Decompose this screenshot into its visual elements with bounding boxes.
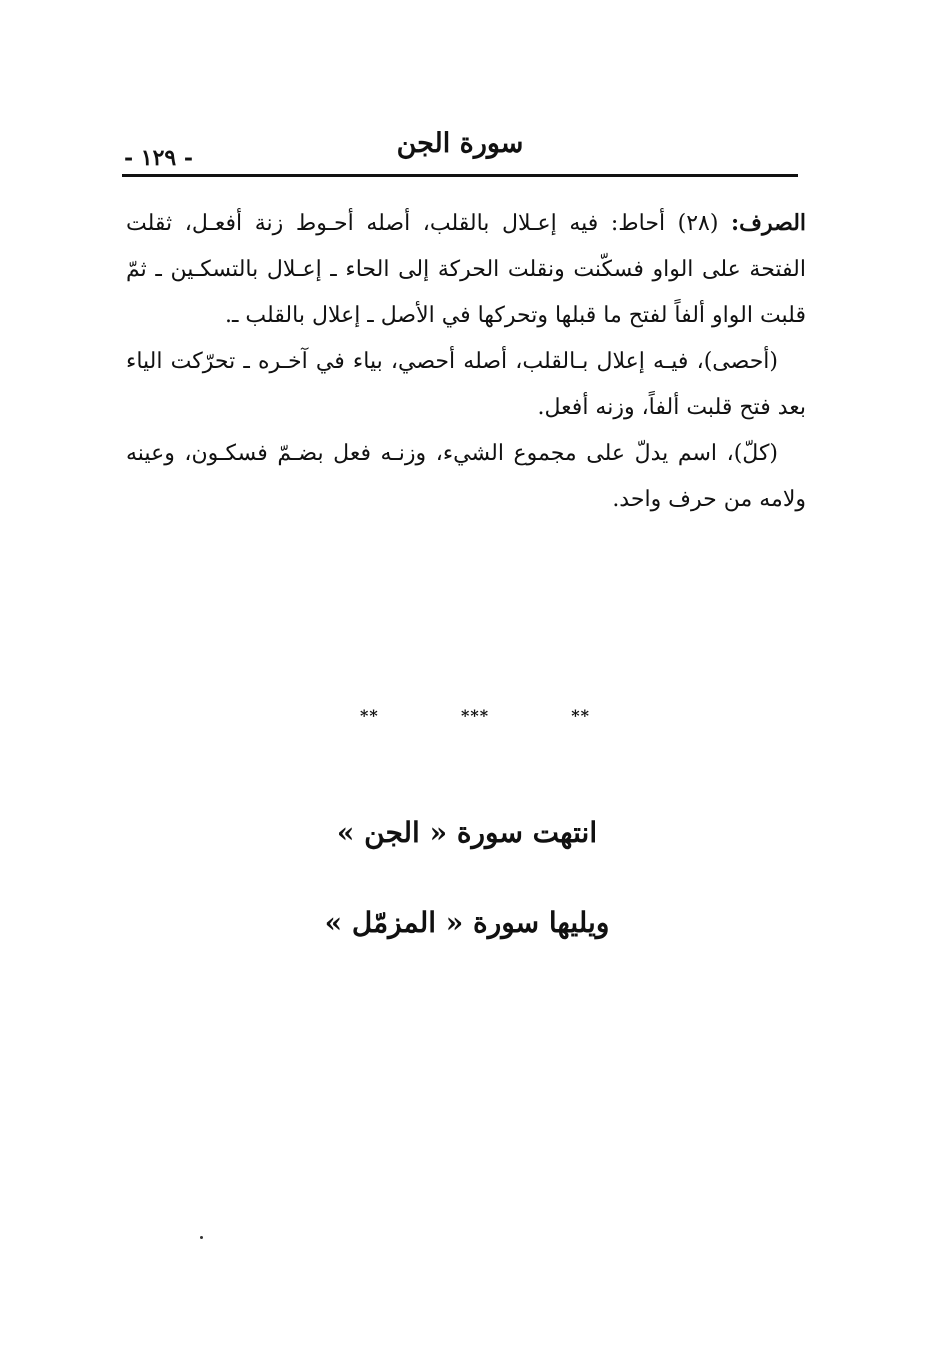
separator-stars: ** bbox=[360, 706, 379, 725]
surah-title: سورة الجن bbox=[396, 128, 524, 159]
print-speck bbox=[200, 1236, 203, 1239]
commentary-text bbox=[126, 200, 806, 523]
surah-end-note: انتهت سورة « الجن » bbox=[336, 816, 598, 849]
section-separator bbox=[360, 706, 590, 725]
separator-stars: *** bbox=[460, 706, 490, 725]
paragraph-text: (٢٨) أحاط: فيه إعـلال بالقلب، أصله أحـوط زنة أفعـل، ثقلت الفتحة على الواو فسكّنت ونقلت الحركة إلى الحاء ـ إعـلال بالتسكـين ـ ثمّ قلبت الواو ألفاً لفتح ما قبلها وتحركها في الأصل ـ إعلال بالقلب ـ. bbox=[126, 211, 806, 328]
next-surah-note: ويليها سورة « المزمّل » bbox=[324, 906, 610, 939]
section-label: الصرف: bbox=[731, 210, 807, 236]
paragraph-ahsa: (أحصى)، فيـه إعلال بـالقلب، أصله أحصي، بياء في آخـره ـ تحرّكت الياء بعد فتح قلبت ألفاً، وزنه أفعل. bbox=[126, 349, 806, 420]
paragraph-sarf bbox=[126, 200, 806, 339]
header-rule bbox=[122, 174, 798, 177]
paragraph-kull: (كلّ)، اسم يدلّ على مجموع الشيء، وزنـه فعل بضـمّ فسكـون، وعينه ولامه من حرف واحد. bbox=[126, 441, 806, 512]
page-number: - ١٢٩ - bbox=[124, 145, 194, 171]
page-header bbox=[122, 128, 798, 176]
separator-stars: ** bbox=[571, 706, 590, 725]
